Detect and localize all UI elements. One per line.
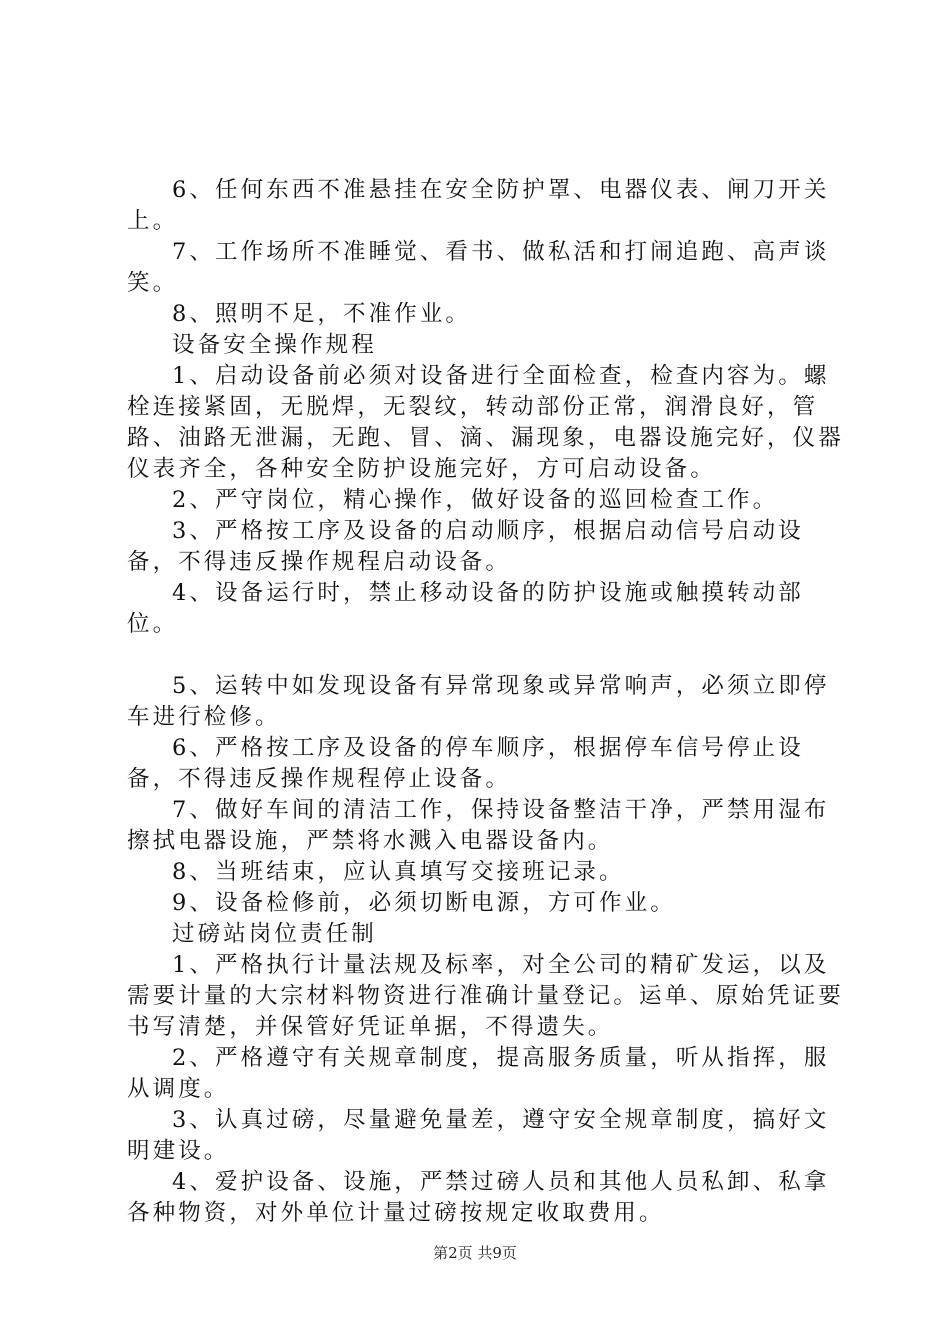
paragraph: 2、严守岗位，精心操作，做好设备的巡回检查工作。 (172, 487, 779, 513)
document-body (127, 175, 852, 1229)
blank-line (127, 640, 852, 671)
paragraph: 9、设备检修前，必须切断电源，方可作业。 (172, 890, 676, 916)
paragraph: 3、严格按工序及设备的启动顺序，根据启动信号启动设备，不得违反操作规程启动设备。 (127, 518, 804, 575)
paragraph: 6、任何东西不准悬挂在安全防护罩、电器仪表、闸刀开关上。 (127, 177, 830, 234)
paragraph: 4、设备运行时，禁止移动设备的防护设施或触摸转动部位。 (127, 580, 804, 637)
paragraph: 4、爱护设备、设施，严禁过磅人员和其他人员私卸、私拿各种物资，对外单位计量过磅按规定收取费用。 (127, 1169, 830, 1226)
paragraph: 1、严格执行计量法规及标率，对全公司的精矿发运，以及需要计量的大宗材料物资进行准确计量登记。运单、原始凭证要书写清楚，并保管好凭证单据，不得遗失。 (127, 952, 844, 1040)
paragraph: 7、做好车间的清洁工作，保持设备整洁干净，严禁用湿布擦拭电器设施，严禁将水溅入电器设备内。 (127, 797, 830, 854)
paragraph: 2、严格遵守有关规章制度，提高服务质量，听从指挥，服从调度。 (127, 1045, 830, 1102)
paragraph: 6、严格按工序及设备的停车顺序，根据停车信号停止设备，不得违反操作规程停止设备。 (127, 735, 804, 792)
section-heading: 过磅站岗位责任制 (172, 921, 377, 947)
section-heading: 设备安全操作规程 (172, 332, 377, 358)
paragraph: 8、照明不足，不准作业。 (172, 301, 472, 327)
page-number-footer: 第2页 共9页 (433, 1244, 517, 1262)
paragraph: 1、启动设备前必须对设备进行全面检查，检查内容为。螺栓连接紧固，无脱焊，无裂纹，转动部份正常，润滑良好，管路、油路无泄漏，无跑、冒、滴、漏现象，电器设施完好，仪器仪表齐全，各种安全防护设施完好，方可启动设备。 (127, 363, 844, 482)
paragraph: 8、当班结束，应认真填写交接班记录。 (172, 859, 625, 885)
paragraph: 3、认真过磅，尽量避免量差，遵守安全规章制度，搞好文明建设。 (127, 1107, 830, 1164)
paragraph: 7、工作场所不准睡觉、看书、做私活和打闹追跑、高声谈笑。 (127, 239, 830, 296)
paragraph: 5、运转中如发现设备有异常现象或异常响声，必须立即停车进行检修。 (127, 673, 830, 730)
